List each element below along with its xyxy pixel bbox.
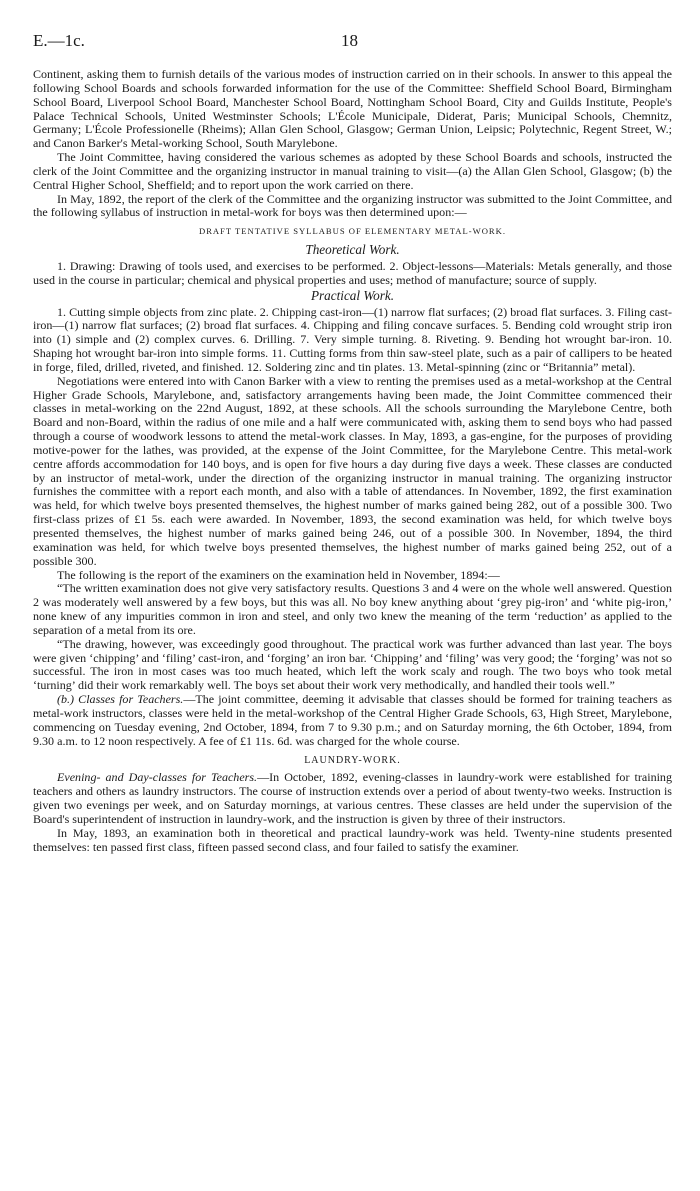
theoretical-work-heading: Theoretical Work. xyxy=(305,242,400,258)
page-number: 18 xyxy=(341,31,358,50)
paragraph-classes-for-teachers xyxy=(33,693,672,748)
practical-work-heading: Practical Work. xyxy=(310,287,395,303)
paragraph-laundry-examination: In May, 1893, an examination both in theoretical and practical laundry-work was held. Twenty-nine students presented themselves: ten passed first class, fifteen passed second class, and four failed to satisfy the examiner. xyxy=(33,825,672,854)
paragraph-evening-classes xyxy=(33,771,672,826)
paragraph-joint-committee: The Joint Committee, having considered the various schemes as adopted by these School Boards and schools, instructed the clerk of the Joint Committee and the organizing instructor in manual training to visit—(a) the Allan Glen School, Glasgow; (b) the Central Higher School, Sheffield; and to report upon the work carried on there. xyxy=(33,150,672,192)
quote-written-examination: “The written examination does not give very satisfactory results. Questions 3 and 4 were on the whole well answered. Question 2 was moderately well answered by a few boys, but this was all. No boy knew anything about ‘grey pig-iron’ and ‘white pig-iron,’ none knew of any impurities common in iron and steel, and only two knew the meaning of the term ‘reduction’ as applied to the separation of a metal from its ore. xyxy=(33,581,672,637)
page-header xyxy=(33,31,672,68)
classes-for-teachers-lead: (b.) Classes for Teachers. xyxy=(57,692,184,707)
paragraph-examiners-report-intro: The following is the report of the examiners on the examination held in November, 1894:— xyxy=(57,567,500,582)
laundry-work-heading: LAUNDRY-WORK. xyxy=(304,754,401,766)
paragraph-report-may-1892: In May, 1892, the report of the clerk of the Committee and the organizing instructor was submitted to the Joint Committee, and the following syllabus of instruction in metal-work for boys was then determined upon:— xyxy=(33,191,672,220)
quote-drawing: “The drawing, however, was exceedingly good throughout. The practical work was further advanced than last year. The boys were given ‘chipping’ and ‘filing’ cast-iron, and ‘forging’ an iron bar. ‘Chipping’ and ‘filing’ was very good; the ‘forging’ was not so successful. The iron in most cases was too much heated, which left the work scaly and rough. The two boys who took metal ‘turning’ did their work remarkably well. The boys set about their work very methodically, and handled their tools well.” xyxy=(33,636,672,693)
classes-for-teachers-text: —The joint committee, deeming it advisable that classes should be formed for training teachers as metal-work instructors, classes were held in the metal-workshop of the Central Higher Grade Schools, 63, High Street, Marylebone, commencing on Tuesday evening, 2nd October, 1894, from 7 to 9.30 p.m.; and on Saturday morning, the 6th October, 1894, from 9.30 a.m. to 12 noon respectively. A fee of £1 11s. 6d. was charged for the whole course. xyxy=(33,692,672,748)
syllabus-heading: DRAFT TENTATIVE SYLLABUS OF ELEMENTARY METAL-WORK. xyxy=(198,226,506,237)
theoretical-work-text: 1. Drawing: Drawing of tools used, and exercises to be performed. 2. Object-lessons—Materials: Metals generally, and those used in the course in particular; chemical and physical properties and uses; method of manufacture; source of supply. xyxy=(33,258,672,287)
paragraph-continent: Continent, asking them to furnish details of the various modes of instruction carried on in their schools. In answer to this appeal the following School Boards and schools forwarded information for the use of the Committee: Sheffield School Board, Birmingham School Board, Liverpool School Board, Manchester School Board, Nottingham School Board, City and Guilds Institute, People's Palace Technical Schools, United Westminster Schools; L'École Municipale, Diderat, Paris; Municipal Schools, Chemnitz, Germany; L'École Professionelle (Rheims); Allan Glen School, Glasgow; German Union, Leipsic; Polytechnic, Regent Street, W.; and Canon Barker's Metal-working School, South Marylebone. xyxy=(33,67,672,151)
evening-classes-lead: Evening- and Day-classes for Teachers. xyxy=(57,770,258,785)
evening-classes-text: —In October, 1892, evening-classes in laundry-work were established for training teachers and others as laundry instructors. The course of instruction extends over a period of about twenty-two weeks. Instruction is given two evenings per week, and on Saturday mornings, at various centres. These classes are held under the supervision of the Board's superintendent of instruction in laundry-work, and the instruction is given by three of their instructors. xyxy=(33,770,672,826)
series-reference: E.—1c. xyxy=(33,31,85,50)
practical-work-text: 1. Cutting simple objects from zinc plate. 2. Chipping cast-iron—(1) narrow flat surfaces; (2) broad flat surfaces. 3. Filing cast-iron—(1) narrow flat surfaces; (2) broad flat surfaces. 4. Chipping and filing concave surfaces. 5. Bending cold wrought strip iron into (1) simple and (2) complex curves. 6. Drilling. 7. Very simple turning. 8. Riveting. 9. Bending hot wrought bar-iron. 10. Shaping hot wrought bar-iron into simple forms. 11. Cutting forms from thin saw-steel plate, such as a pair of callipers to be heated in forge, filed, drilled, riveted, and finished. 12. Soldering zinc and tin plates. 13. Metal-spinning (zinc or “Britannia” metal). xyxy=(33,304,672,374)
paragraph-negotiations: Negotiations were entered into with Canon Barker with a view to renting the premises used as a metal-workshop at the Central Higher Grade Schools, Marylebone, and, satisfactory arrangements having been made, the Joint Committee commenced their classes in metal-working on the 22nd August, 1892, at these schools. All the schools surrounding the Marylebone Centre, both Board and non-Board, within the radius of one mile and a half were communicated with, asking them to send boys who had passed through a course of woodwork lessons to attend the metal-work classes. In May, 1893, a gas-engine, for the purposes of providing motive-power for the lathes, was provided, at the expense of the Joint Committee, for the Marylebone Centre. This metal-work centre affords accommodation for 140 boys, and is open for five hours a day during five days a week. These classes are conducted by an instructor of metal-work, under the direction of the organizing instructor in manual training. The organizing instructor furnishes the committee with a report each month, and also with a table of attendances. In November, 1892, the first examination was held, for which twelve boys presented themselves, the highest number of marks gained being 282, out of a possible 300. Two first-class prizes of £1 5s. each were awarded. In November, 1893, the second examination was held, for which twelve boys presented themselves, the highest number of marks gained being 246, out of a possible 300. In November, 1894, the third examination was held, for which twelve boys presented themselves, the highest number of marks gained being 252, out of a possible 300. xyxy=(33,373,672,568)
